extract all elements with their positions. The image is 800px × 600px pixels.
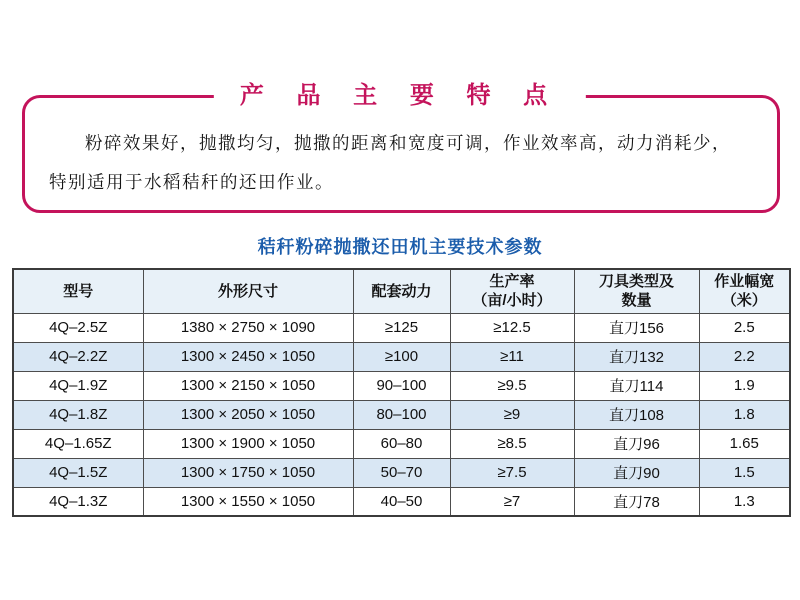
table-cell: ≥9.5 xyxy=(450,371,574,400)
feature-box-title: 产 品 主 要 特 点 xyxy=(214,79,586,113)
table-row xyxy=(13,400,790,429)
table-cell: 4Q–1.3Z xyxy=(13,487,143,516)
table-cell: 50–70 xyxy=(353,458,450,487)
feature-text-line1: 粉碎效果好，抛撒均匀，抛撒的距离和宽度可调，作业效率高，动力消耗少， xyxy=(85,133,731,153)
table-cell: 1.8 xyxy=(699,400,790,429)
header-row xyxy=(13,269,790,313)
table-cell: 1.5 xyxy=(699,458,790,487)
table-cell: 4Q–1.65Z xyxy=(13,429,143,458)
column-header: 刀具类型及 数量 xyxy=(574,269,699,313)
table-cell: ≥7 xyxy=(450,487,574,516)
table-row xyxy=(13,313,790,342)
table-cell: 60–80 xyxy=(353,429,450,458)
column-header: 外形尺寸 xyxy=(143,269,353,313)
column-header: 作业幅宽 （米） xyxy=(699,269,790,313)
table-cell: 80–100 xyxy=(353,400,450,429)
table-cell: 40–50 xyxy=(353,487,450,516)
table-cell: 4Q–1.5Z xyxy=(13,458,143,487)
table-cell: 1.65 xyxy=(699,429,790,458)
table-cell: ≥8.5 xyxy=(450,429,574,458)
table-cell: 直刀156 xyxy=(574,313,699,342)
table-cell: ≥7.5 xyxy=(450,458,574,487)
table-cell: 90–100 xyxy=(353,371,450,400)
table-cell: 直刀114 xyxy=(574,371,699,400)
table-cell: 1300 × 2050 × 1050 xyxy=(143,400,353,429)
table-row xyxy=(13,458,790,487)
table-cell: 1300 × 1900 × 1050 xyxy=(143,429,353,458)
table-cell: 1300 × 2450 × 1050 xyxy=(143,342,353,371)
table-cell: ≥100 xyxy=(353,342,450,371)
table-cell: 1.9 xyxy=(699,371,790,400)
table-cell: 直刀132 xyxy=(574,342,699,371)
spec-table xyxy=(12,268,791,517)
table-cell: ≥12.5 xyxy=(450,313,574,342)
table-cell: 1380 × 2750 × 1090 xyxy=(143,313,353,342)
column-header: 配套动力 xyxy=(353,269,450,313)
column-header: 生产率 （亩/小时） xyxy=(450,269,574,313)
table-row xyxy=(13,487,790,516)
spec-table-title: 秸秆粉碎抛撒还田机主要技术参数 xyxy=(257,237,543,257)
table-cell: 4Q–1.9Z xyxy=(13,371,143,400)
table-cell: 2.5 xyxy=(699,313,790,342)
table-cell: 1300 × 2150 × 1050 xyxy=(143,371,353,400)
table-cell: 4Q–2.5Z xyxy=(13,313,143,342)
table-cell: 1300 × 1550 × 1050 xyxy=(143,487,353,516)
table-row xyxy=(13,429,790,458)
table-cell: ≥11 xyxy=(450,342,574,371)
table-cell: 4Q–1.8Z xyxy=(13,400,143,429)
spec-table-header xyxy=(13,269,790,313)
table-cell: 直刀78 xyxy=(574,487,699,516)
table-cell: 1300 × 1750 × 1050 xyxy=(143,458,353,487)
table-row xyxy=(13,371,790,400)
column-header: 型号 xyxy=(13,269,143,313)
table-cell: 2.2 xyxy=(699,342,790,371)
table-cell: 直刀90 xyxy=(574,458,699,487)
table-cell: 1.3 xyxy=(699,487,790,516)
table-cell: 直刀96 xyxy=(574,429,699,458)
table-cell: 4Q–2.2Z xyxy=(13,342,143,371)
table-cell: ≥125 xyxy=(353,313,450,342)
spec-table-body xyxy=(13,313,790,516)
feature-text-line2: 特别适用于水稻秸秆的还田作业。 xyxy=(49,172,334,192)
table-cell: 直刀108 xyxy=(574,400,699,429)
table-cell: ≥9 xyxy=(450,400,574,429)
table-row xyxy=(13,342,790,371)
